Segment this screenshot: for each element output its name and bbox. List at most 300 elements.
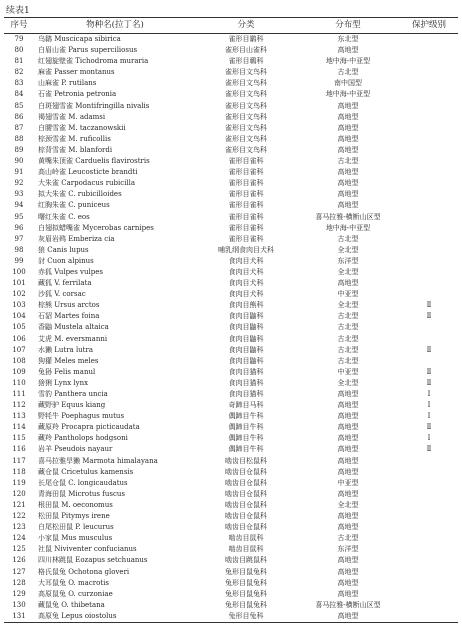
cell-classification: 食肉目鼬科 bbox=[228, 323, 264, 332]
cell-distribution-type: 高地型 bbox=[337, 112, 359, 121]
cell-distribution-type: 全北型 bbox=[337, 500, 359, 509]
cell-species-name: 白尾松田鼠 P. leucurus bbox=[38, 523, 114, 532]
cell-species-name: 藏仓鼠 Cricetulus kamensis bbox=[38, 467, 134, 476]
cell-distribution-type: 高地型 bbox=[296, 611, 400, 623]
cell-species-name: 水獭 Lutra lutra bbox=[38, 345, 94, 354]
cell-species-name: 藏原羚 Procapra picticaudata bbox=[38, 423, 140, 432]
cell-protection-level: Ⅱ bbox=[426, 367, 432, 376]
cell-species-name: 棕熊 Ursus arctos bbox=[38, 301, 100, 310]
cell-number: 84 bbox=[14, 90, 24, 99]
cell-classification: 雀形目雀科 bbox=[228, 234, 264, 243]
cell-species-name: 石貂 Martes foina bbox=[38, 312, 100, 321]
cell-species-name: 松田鼠 Pitymys irene bbox=[38, 512, 110, 521]
cell-distribution-type: 高地型 bbox=[337, 168, 359, 177]
cell-classification: 兔形目兔科 bbox=[196, 611, 296, 623]
cell-distribution-type: 高地型 bbox=[337, 279, 359, 288]
cell-classification: 雀形目文鸟科 bbox=[225, 145, 267, 154]
cell-species-name: 拟大朱雀 C. rubicilloides bbox=[38, 190, 122, 199]
cell-protection-level bbox=[400, 112, 458, 123]
cell-protection-level bbox=[400, 511, 458, 522]
cell-number: 127 bbox=[12, 567, 26, 576]
cell-protection-level bbox=[400, 245, 458, 256]
cell-protection-level bbox=[400, 600, 458, 611]
cell-protection-level bbox=[400, 123, 458, 134]
cell-number: 92 bbox=[14, 179, 24, 188]
cell-protection-level bbox=[400, 56, 458, 67]
cell-protection-level bbox=[400, 289, 458, 300]
cell-distribution-type: 高地型 bbox=[337, 123, 359, 132]
table-row bbox=[4, 34, 458, 46]
cell-species-name: 猞猁 Lynx lynx bbox=[38, 378, 89, 387]
cell-species-name: 白腰雪雀 M. taczanowskii bbox=[38, 123, 126, 132]
cell-classification: 雀形目文鸟科 bbox=[225, 123, 267, 132]
cell-classification: 偶蹄目牛科 bbox=[228, 423, 264, 432]
cell-species-name: 大朱雀 Carpodacus rubicilla bbox=[38, 179, 136, 188]
cell-distribution-type: 喜马拉雅-横断山区型 bbox=[315, 212, 381, 221]
cell-number: 116 bbox=[12, 445, 26, 454]
cell-number: 99 bbox=[14, 256, 24, 265]
cell-species-name: 小家鼠 Mus musculus bbox=[38, 534, 113, 543]
table-row bbox=[4, 289, 458, 300]
cell-number: 115 bbox=[12, 434, 26, 443]
cell-species-name: 大耳鼠兔 O. macrotis bbox=[38, 578, 109, 587]
cell-protection-level bbox=[400, 200, 458, 211]
cell-distribution-type: 高地型 bbox=[337, 556, 359, 565]
table-row bbox=[4, 278, 458, 289]
header-distribution-type: 分布型 bbox=[296, 18, 400, 34]
cell-distribution-type: 古北型 bbox=[337, 323, 359, 332]
cell-species-name: 香鼬 Mustela altaica bbox=[38, 323, 109, 332]
cell-number: 103 bbox=[12, 301, 26, 310]
cell-distribution-type: 古北型 bbox=[337, 345, 359, 354]
cell-classification: 啮齿目仓鼠科 bbox=[225, 523, 267, 532]
cell-classification: 雀形目雀科 bbox=[228, 212, 264, 221]
cell-number: 126 bbox=[12, 556, 26, 565]
cell-species-name: 雪豹 Panthera uncia bbox=[38, 390, 108, 398]
cell-species-name: 社鼠 Niviventer confucianus bbox=[38, 545, 137, 554]
cell-species-name: 岩羊 Pseudois nayaur bbox=[38, 445, 113, 454]
cell-protection-level: Ⅰ bbox=[427, 412, 431, 421]
cell-number: 85 bbox=[14, 101, 24, 110]
cell-protection-level bbox=[400, 544, 458, 555]
cell-protection-level: Ⅱ bbox=[426, 312, 432, 321]
cell-number: 105 bbox=[12, 323, 26, 332]
cell-distribution-type: 高地型 bbox=[337, 589, 359, 598]
cell-number: 90 bbox=[14, 157, 24, 166]
table-row bbox=[4, 456, 458, 467]
cell-protection-level: Ⅱ bbox=[426, 423, 432, 432]
header-protection-level: 保护级别 bbox=[400, 18, 458, 34]
cell-protection-level: Ⅱ bbox=[426, 445, 432, 454]
table-row bbox=[4, 578, 458, 589]
cell-distribution-type: 高地型 bbox=[337, 523, 359, 532]
table-row bbox=[4, 444, 458, 455]
cell-species-name: 藏野驴 Equus kiang bbox=[38, 401, 106, 410]
cell-classification: 雀形目鹟科 bbox=[228, 35, 264, 43]
cell-distribution-type: 高地型 bbox=[337, 101, 359, 110]
cell-classification: 食肉目熊科 bbox=[228, 301, 264, 310]
cell-species-name: 高山岭雀 Leucosticte brandti bbox=[38, 168, 138, 177]
cell-species-name: 褐翅雪雀 M. adamsi bbox=[38, 112, 106, 121]
header-classification: 分类 bbox=[196, 18, 296, 34]
table-row bbox=[4, 311, 458, 322]
cell-number: 83 bbox=[14, 79, 24, 88]
cell-distribution-type: 高地型 bbox=[337, 190, 359, 199]
cell-distribution-type: 高地型 bbox=[337, 201, 359, 210]
table-row bbox=[4, 267, 458, 278]
cell-number: 109 bbox=[12, 367, 26, 376]
cell-number: 91 bbox=[14, 168, 24, 177]
cell-classification: 食肉目鼬科 bbox=[228, 356, 264, 365]
cell-distribution-type: 高地型 bbox=[337, 456, 359, 465]
table-row bbox=[4, 167, 458, 178]
cell-species-name: 麻雀 Passer montanus bbox=[38, 68, 115, 77]
cell-protection-level bbox=[400, 467, 458, 478]
cell-species-name: 豺 Cuon alpinus bbox=[38, 256, 94, 265]
cell-distribution-type: 高地型 bbox=[337, 445, 359, 454]
cell-classification: 食肉目猫科 bbox=[228, 367, 264, 376]
cell-protection-level bbox=[400, 34, 458, 46]
cell-protection-level: Ⅱ bbox=[426, 345, 432, 354]
cell-distribution-type: 古北型 bbox=[337, 68, 359, 77]
cell-protection-level bbox=[400, 234, 458, 245]
table-row bbox=[4, 489, 458, 500]
cell-distribution-type: 高地型 bbox=[337, 578, 359, 587]
table-row bbox=[4, 134, 458, 145]
header-number: 序号 bbox=[4, 18, 34, 34]
cell-distribution-type: 中亚型 bbox=[337, 367, 359, 376]
cell-classification: 偶蹄目牛科 bbox=[228, 445, 264, 454]
cell-species-name: 红翅旋壁雀 Tichodroma muraria bbox=[38, 57, 149, 66]
cell-distribution-type: 全北型 bbox=[337, 267, 359, 276]
cell-protection-level bbox=[400, 555, 458, 566]
cell-protection-level bbox=[400, 478, 458, 489]
cell-distribution-type: 东北型 bbox=[337, 35, 359, 43]
header-row bbox=[4, 18, 458, 34]
table-row bbox=[4, 156, 458, 167]
cell-number: 96 bbox=[14, 223, 24, 232]
cell-classification: 雀形目鳾科 bbox=[228, 57, 264, 66]
cell-species-name: 艾虎 M. eversmanni bbox=[38, 334, 108, 343]
cell-number: 121 bbox=[12, 500, 26, 509]
table-row bbox=[4, 101, 458, 112]
cell-species-name: 喜马拉雅旱獭 Marmota himalayana bbox=[38, 456, 158, 465]
cell-protection-level: Ⅱ bbox=[426, 301, 432, 310]
cell-distribution-type: 高地型 bbox=[337, 423, 359, 432]
cell-species-name: 狼 Canis lupus bbox=[38, 245, 89, 254]
table-row bbox=[4, 389, 458, 400]
table-row bbox=[4, 212, 458, 223]
cell-protection-level bbox=[400, 256, 458, 267]
cell-species-name: 黄嘴朱顶雀 Carduelis flavirostris bbox=[38, 157, 150, 166]
cell-number: 94 bbox=[14, 201, 24, 210]
cell-distribution-type: 南中国型 bbox=[334, 79, 362, 88]
cell-number: 104 bbox=[12, 312, 26, 321]
cell-species-name: 红胸朱雀 C. puniceus bbox=[38, 201, 110, 210]
table-row bbox=[4, 345, 458, 356]
cell-protection-level bbox=[400, 567, 458, 578]
cell-species-name: 根田鼠 M. oeconomus bbox=[38, 500, 113, 509]
cell-number: 123 bbox=[12, 523, 26, 532]
table-row bbox=[4, 245, 458, 256]
cell-number: 97 bbox=[14, 234, 24, 243]
cell-protection-level bbox=[400, 489, 458, 500]
cell-number: 81 bbox=[14, 57, 24, 66]
cell-distribution-type: 古北型 bbox=[337, 534, 359, 543]
cell-protection-level bbox=[400, 223, 458, 234]
cell-protection-level bbox=[400, 589, 458, 600]
table-body bbox=[4, 34, 458, 623]
cell-distribution-type: 中亚型 bbox=[337, 478, 359, 487]
cell-species-name: 青海田鼠 Microtus fuscus bbox=[38, 489, 125, 498]
table-row bbox=[4, 544, 458, 555]
cell-number: 110 bbox=[12, 378, 26, 387]
cell-number: 93 bbox=[14, 190, 24, 199]
cell-classification: 雀形目雀科 bbox=[228, 223, 264, 232]
cell-distribution-type: 喜马拉雅-横断山区型 bbox=[315, 600, 381, 609]
table-row bbox=[4, 234, 458, 245]
cell-classification: 雀形目雀科 bbox=[228, 168, 264, 177]
cell-distribution-type: 高地型 bbox=[337, 179, 359, 188]
cell-distribution-type: 地中海-中亚型 bbox=[325, 90, 371, 99]
cell-distribution-type: 高地型 bbox=[337, 512, 359, 521]
cell-classification: 食肉目犬科 bbox=[228, 290, 264, 299]
cell-classification: 兔形目鼠兔科 bbox=[225, 567, 267, 576]
cell-distribution-type: 地中海-中亚型 bbox=[325, 57, 371, 66]
cell-number: 79 bbox=[14, 35, 24, 43]
table-row bbox=[4, 400, 458, 411]
cell-species-name: 灰眉岩鹀 Emberiza cia bbox=[38, 234, 115, 243]
cell-distribution-type: 高地型 bbox=[337, 567, 359, 576]
cell-number: 118 bbox=[12, 467, 26, 476]
cell-distribution-type: 地中海-中亚型 bbox=[325, 223, 371, 232]
cell-number: 131 bbox=[4, 611, 34, 623]
cell-classification: 雀形目文鸟科 bbox=[225, 90, 267, 99]
cell-protection-level: Ⅰ bbox=[427, 390, 431, 398]
cell-number: 101 bbox=[12, 279, 26, 288]
cell-classification: 食肉目猫科 bbox=[228, 378, 264, 387]
cell-classification: 啮齿目仓鼠科 bbox=[225, 500, 267, 509]
cell-species-name: 赤狐 Vulpes vulpes bbox=[38, 267, 103, 276]
cell-number: 125 bbox=[12, 545, 26, 554]
cell-number: 88 bbox=[14, 134, 24, 143]
cell-protection-level bbox=[400, 578, 458, 589]
table-row bbox=[4, 522, 458, 533]
table-row bbox=[4, 478, 458, 489]
cell-distribution-type: 古北型 bbox=[337, 157, 359, 166]
cell-protection-level bbox=[400, 212, 458, 223]
cell-classification: 偶蹄目牛科 bbox=[228, 434, 264, 443]
table-row bbox=[4, 611, 458, 623]
cell-protection-level bbox=[400, 178, 458, 189]
cell-protection-level bbox=[400, 134, 458, 145]
cell-distribution-type: 古北型 bbox=[337, 312, 359, 321]
cell-classification: 兔形目鼠兔科 bbox=[225, 578, 267, 587]
cell-protection-level bbox=[400, 45, 458, 56]
table-row bbox=[4, 89, 458, 100]
cell-species-name: 棕颈雪雀 M. ruficollis bbox=[38, 134, 111, 143]
table-row bbox=[4, 78, 458, 89]
cell-protection-level: Ⅰ bbox=[427, 401, 431, 410]
table-row bbox=[4, 567, 458, 578]
cell-distribution-type: 高地型 bbox=[337, 412, 359, 421]
table-row bbox=[4, 533, 458, 544]
cell-protection-level bbox=[400, 533, 458, 544]
cell-distribution-type: 东洋型 bbox=[337, 256, 359, 265]
table-row bbox=[4, 256, 458, 267]
cell-classification: 雀形目文鸟科 bbox=[225, 112, 267, 121]
cell-classification: 雀形目文鸟科 bbox=[225, 134, 267, 143]
cell-classification: 啮齿目仓鼠科 bbox=[225, 467, 267, 476]
cell-species-name: 藏羚 Pantholops hodgsoni bbox=[38, 434, 128, 443]
cell-species-name: 山麻雀 P. rutilans bbox=[38, 79, 97, 88]
cell-species-name: 白眉山雀 Parus superciliosus bbox=[38, 46, 138, 55]
cell-protection-level bbox=[400, 189, 458, 200]
cell-protection-level bbox=[400, 500, 458, 511]
cell-protection-level bbox=[400, 322, 458, 333]
cell-species-name: 乌鹟 Muscicapa sibirica bbox=[38, 35, 121, 43]
table-row bbox=[4, 422, 458, 433]
cell-distribution-type: 高地型 bbox=[337, 467, 359, 476]
cell-number: 111 bbox=[12, 390, 26, 398]
cell-species-name: 白斑翅雪雀 Montifringilla nivalis bbox=[38, 101, 150, 110]
cell-number: 100 bbox=[12, 267, 26, 276]
cell-distribution-type: 古北型 bbox=[337, 356, 359, 365]
cell-number: 117 bbox=[12, 456, 26, 465]
cell-number: 128 bbox=[12, 578, 26, 587]
cell-distribution-type: 古北型 bbox=[337, 234, 359, 243]
cell-classification: 雀形目雀科 bbox=[228, 201, 264, 210]
table-row bbox=[4, 67, 458, 78]
cell-classification: 啮齿目仓鼠科 bbox=[225, 512, 267, 521]
cell-classification: 食肉目鼬科 bbox=[228, 345, 264, 354]
cell-protection-level bbox=[400, 145, 458, 156]
cell-classification: 食肉目犬科 bbox=[228, 256, 264, 265]
cell-number: 87 bbox=[14, 123, 24, 132]
cell-protection-level bbox=[400, 101, 458, 112]
cell-protection-level bbox=[400, 611, 458, 623]
table-row bbox=[4, 433, 458, 444]
cell-classification: 啮齿目松鼠科 bbox=[225, 456, 267, 465]
cell-protection-level bbox=[400, 78, 458, 89]
table-row bbox=[4, 200, 458, 211]
cell-species-name: 长尾仓鼠 C. longicaudatus bbox=[38, 478, 128, 487]
cell-number: 107 bbox=[12, 345, 26, 354]
cell-classification: 食肉目犬科 bbox=[228, 279, 264, 288]
cell-protection-level bbox=[400, 278, 458, 289]
cell-classification: 偶蹄目牛科 bbox=[228, 412, 264, 421]
table-row bbox=[4, 300, 458, 311]
table-caption: 续表1 bbox=[6, 6, 30, 16]
cell-number: 113 bbox=[12, 412, 26, 421]
table-row bbox=[4, 411, 458, 422]
cell-protection-level bbox=[400, 167, 458, 178]
cell-classification: 啮齿目鼠科 bbox=[228, 545, 264, 554]
cell-classification: 哺乳纲食肉目犬科 bbox=[218, 245, 274, 254]
cell-species-name: 棕背雪雀 M. blanfordi bbox=[38, 145, 113, 154]
cell-number: 124 bbox=[12, 534, 26, 543]
cell-number: 122 bbox=[12, 512, 26, 521]
table-row bbox=[4, 367, 458, 378]
cell-number: 114 bbox=[12, 423, 26, 432]
cell-species-name: 高原兔 Lepus oiostolus bbox=[34, 611, 196, 623]
cell-classification: 食肉目鼬科 bbox=[228, 334, 264, 343]
cell-distribution-type: 全北型 bbox=[337, 245, 359, 254]
table-row bbox=[4, 511, 458, 522]
table-row bbox=[4, 500, 458, 511]
cell-distribution-type: 高地型 bbox=[337, 134, 359, 143]
cell-number: 86 bbox=[14, 112, 24, 121]
cell-species-name: 格氏鼠兔 Ochotona gloveri bbox=[38, 567, 130, 576]
table-row bbox=[4, 467, 458, 478]
table-row bbox=[4, 56, 458, 67]
table-row bbox=[4, 123, 458, 134]
cell-distribution-type: 高地型 bbox=[337, 434, 359, 443]
cell-classification: 兔形目鼠兔科 bbox=[225, 589, 267, 598]
table-row bbox=[4, 334, 458, 345]
cell-classification: 啮齿目鼠科 bbox=[228, 534, 264, 543]
species-table bbox=[4, 17, 458, 623]
table-row bbox=[4, 178, 458, 189]
table-row bbox=[4, 112, 458, 123]
cell-number: 82 bbox=[14, 68, 24, 77]
cell-protection-level bbox=[400, 267, 458, 278]
table-row bbox=[4, 589, 458, 600]
cell-number: 95 bbox=[14, 212, 24, 221]
cell-species-name: 石雀 Petronia petronia bbox=[38, 90, 117, 99]
cell-protection-level bbox=[400, 89, 458, 100]
cell-species-name: 藏鼠兔 O. thibetana bbox=[38, 600, 105, 609]
cell-species-name: 沙狐 V. corsac bbox=[38, 290, 86, 299]
table-row bbox=[4, 378, 458, 389]
cell-number: 108 bbox=[12, 356, 26, 365]
cell-protection-level bbox=[400, 334, 458, 345]
cell-classification: 食肉目猫科 bbox=[228, 390, 264, 398]
cell-distribution-type: 高地型 bbox=[337, 489, 359, 498]
cell-distribution-type: 高地型 bbox=[337, 390, 359, 398]
table-row bbox=[4, 145, 458, 156]
cell-distribution-type: 古北型 bbox=[337, 334, 359, 343]
cell-classification: 雀形目雀科 bbox=[228, 179, 264, 188]
cell-classification: 雀形目雀科 bbox=[228, 157, 264, 166]
cell-classification: 雀形目文鸟科 bbox=[225, 68, 267, 77]
cell-number: 130 bbox=[12, 600, 26, 609]
cell-protection-level bbox=[400, 456, 458, 467]
table-row bbox=[4, 189, 458, 200]
cell-species-name: 狗獾 Meles meles bbox=[38, 356, 99, 365]
cell-species-name: 四川林跳鼠 Eozapus setchuanus bbox=[38, 556, 148, 565]
cell-classification: 啮齿目跳鼠科 bbox=[225, 556, 267, 565]
cell-distribution-type: 高地型 bbox=[337, 46, 359, 55]
cell-protection-level: Ⅰ bbox=[427, 434, 431, 443]
cell-distribution-type: 全北型 bbox=[337, 301, 359, 310]
cell-number: 112 bbox=[12, 401, 26, 410]
table-header bbox=[4, 18, 458, 34]
cell-protection-level bbox=[400, 156, 458, 167]
cell-species-name: 兔狲 Felis manul bbox=[38, 367, 96, 376]
cell-classification: 啮齿目仓鼠科 bbox=[225, 489, 267, 498]
cell-classification: 雀形目文鸟科 bbox=[225, 79, 267, 88]
cell-distribution-type: 高地型 bbox=[337, 145, 359, 154]
cell-classification: 雀形目山雀科 bbox=[225, 46, 267, 55]
cell-distribution-type: 高地型 bbox=[337, 401, 359, 410]
cell-protection-level bbox=[400, 522, 458, 533]
table-row bbox=[4, 356, 458, 367]
cell-classification: 食肉目犬科 bbox=[228, 267, 264, 276]
cell-classification: 兔形目鼠兔科 bbox=[225, 600, 267, 609]
cell-classification: 雀形目文鸟科 bbox=[225, 101, 267, 110]
table-row bbox=[4, 322, 458, 333]
